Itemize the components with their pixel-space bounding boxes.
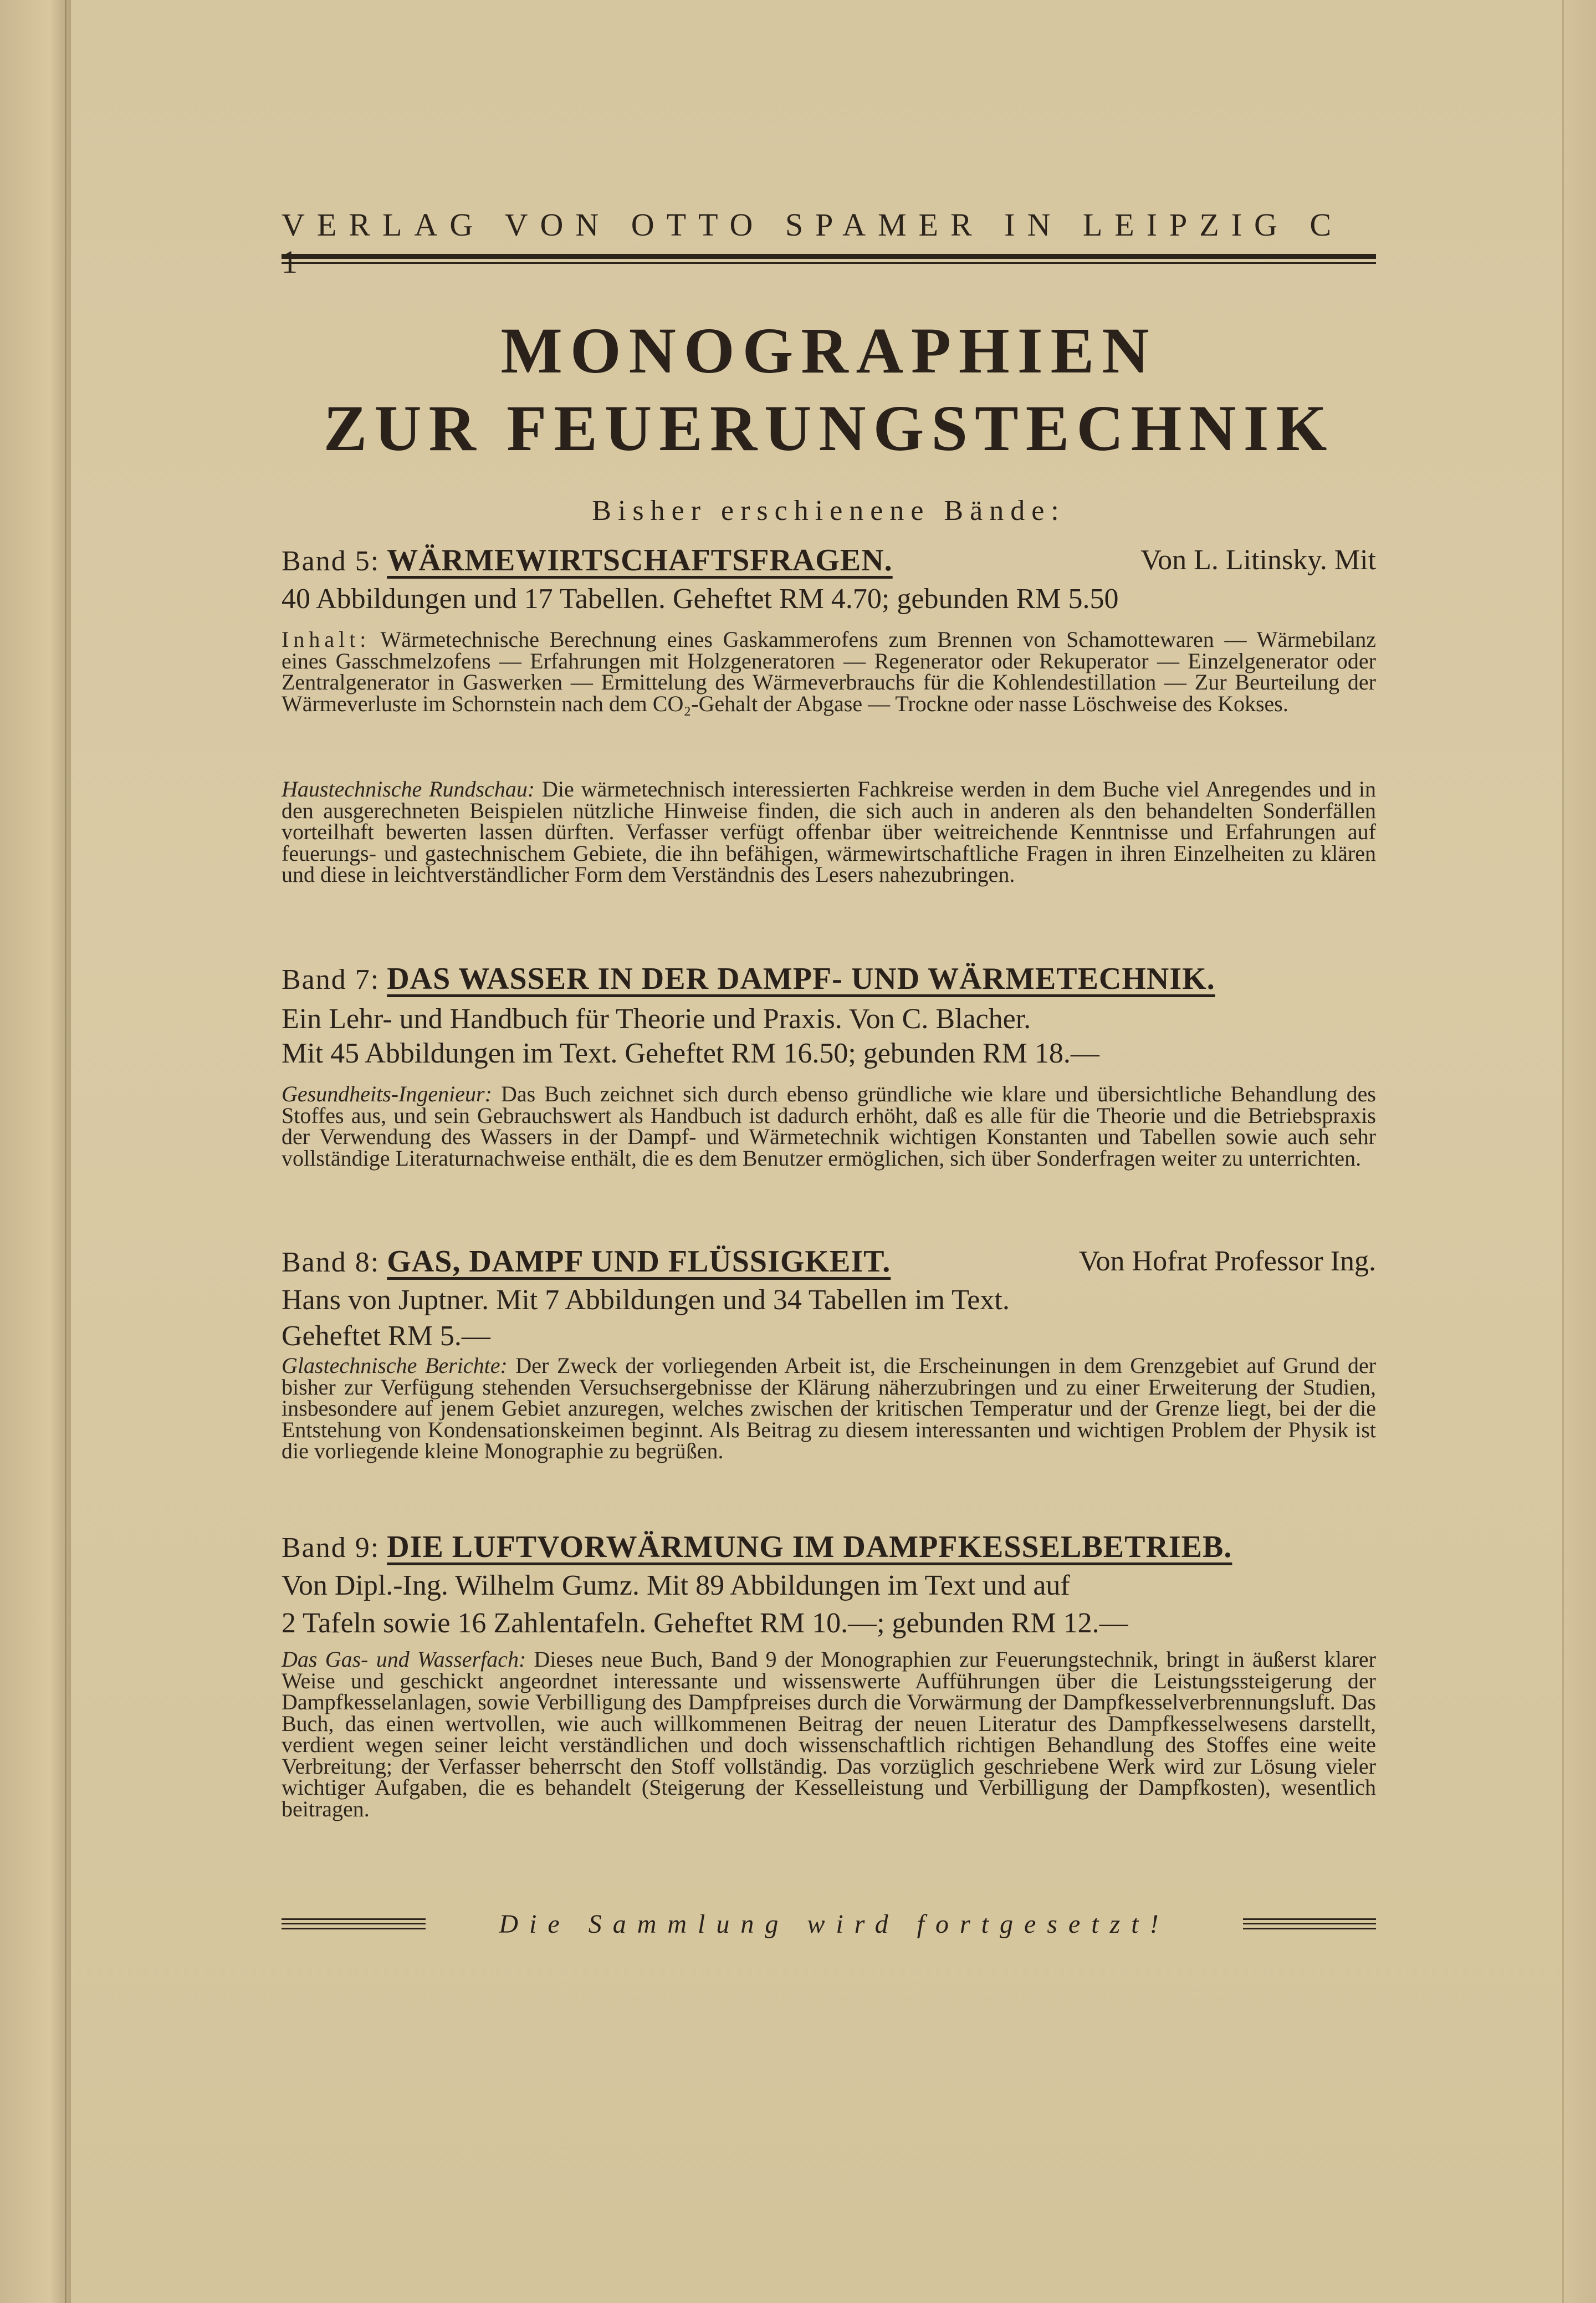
band7-title: DAS WASSER IN DER DAMPF- UND WÄRMETECHNIK. xyxy=(387,962,1215,996)
title-line-1: MONOGRAPHIEN xyxy=(500,314,1157,387)
band9-price-line: 2 Tafeln sowie 16 Zahlentafeln. Geheftet RM 10.—; gebunden RM 12.— xyxy=(282,1607,1128,1639)
header-rule-thick xyxy=(282,254,1376,259)
band7-price-line: Mit 45 Abbildungen im Text. Geheftet RM 16.50; gebunden RM 18.— xyxy=(282,1038,1099,1069)
band7-review-text: Das Buch zeichnet sich durch ebenso gründliche wie klare und übersichtliche Behandlung des Stoffes aus, und sein Gebrauchswert als Handbuch ist dadurch erhöht, daß es alle für die Theorie und die Betriebspraxis der Verwendung des Wassers in der Dampf- und Wärmetechnik wichtigen Konstanten und Tabellen sowie auch sehr vollständige Literaturnachweise enthält, die es dem Benutzer ermöglichen, sich über Sonderfragen weiter zu unterrichten. xyxy=(282,1081,1376,1171)
band8-review-text: Der Zweck der vorliegenden Arbeit ist, die Erscheinungen in dem Grenzgebiet auf Grund der bisher zur Verfügung stehenden Versuchsergebnisse der Klärung näherzubringen und zu einer Erweiterung der Studien, insbesondere auf jenem Gebiet anzuregen, welches zwischen der kritischen Temperatur und der Grenze liegt, bei der die Entstehung von Kondensationskeimen beginnt. Als Beitrag zu diesem interessanten und wichtigen Problem der Physik ist die vorliegende kleine Monographie zu begrüßen. xyxy=(282,1353,1377,1463)
band9-review-source: Das Gas- und Wasserfach: xyxy=(282,1647,526,1672)
band9-review xyxy=(282,1649,1376,1820)
band7-heading xyxy=(282,962,1376,997)
header-rule-thin xyxy=(282,262,1376,264)
band5-label: Band 5: xyxy=(282,545,380,577)
footer-rule-right xyxy=(1243,1918,1376,1929)
band9-review-text: Dieses neue Buch, Band 9 der Monographien zur Feuerungstechnik, bringt in äußerst klarer Weise und geschickt angeordnet interessante und wissenswerte Aufführungen über die Leistungssteigerung der Dampfkesselanlagen, sowie Verbilligung des Dampfpreises durch die Vorwärmung der Dampfkesselverbrennungsluft. Das Buch, das einen wertvollen, wie auch willkommenen Beitrag der neuen Literatur des Dampfkesselwesens darstellt, verdient wegen seiner leicht verständlichen und doch wissenschaftlich richtigen Behandlung des Stoffes eine weite Verbreitung; der Verfasser beherrscht den Stoff vollständig. Das vorzüglich geschriebene Werk wird zur Lösung vieler wichtiger Aufgaben, die es behandelt (Steigerung der Kesselleistung und Verbilligung der Dampfkosten), wesentlich beitragen. xyxy=(282,1647,1376,1821)
band9-title: DIE LUFTVORWÄRMUNG IM DAMPFKESSELBETRIEB. xyxy=(387,1530,1232,1564)
band9-author-line: Von Dipl.-Ing. Wilhelm Gumz. Mit 89 Abbildungen im Text und auf xyxy=(282,1570,1070,1601)
band5-price-line: 40 Abbildungen und 17 Tabellen. Geheftet RM 4.70; gebunden RM 5.50 xyxy=(282,583,1119,615)
band7-review-source: Gesundheits-Ingenieur: xyxy=(282,1081,492,1106)
band8-label: Band 8: xyxy=(282,1247,380,1278)
publisher-header: VERLAG VON OTTO SPAMER IN LEIPZIG C xyxy=(282,207,1344,243)
band7-subtitle-line: Ein Lehr- und Handbuch für Theorie und Praxis. Von C. Blacher. xyxy=(282,1003,1031,1035)
band8-author-start: Von Hofrat Professor Ing. xyxy=(1078,1245,1376,1277)
title-line-2: ZUR FEUERUNGSTECHNIK xyxy=(323,392,1334,464)
band5-review-text: Die wärmetechnisch interessierten Fachkreise werden in dem Buche viel Anregendes und in den ausgerechneten Beispielen nützliche Hinweise finden, die sich auch in anderen als den behandelten Sonderfällen vorteilhaft bewerten lassen dürften. Verfasser verfügt offenbar über weitreichende Kenntnisse und Erfahrungen auf feuerungs- und gastechnischem Gebiete, die ihn befähigen, wärmewirtschaftliche Fragen in ihren Einzelheiten zu klären und diese in leichtverständlicher Form dem Verständnis des Lesers nahezubringen. xyxy=(282,777,1377,887)
band5-review xyxy=(282,779,1376,886)
band5-contents xyxy=(282,629,1376,714)
band7-label: Band 7: xyxy=(282,964,380,995)
band5-inhalt-label: Inhalt: xyxy=(282,627,371,652)
band5-title: WÄRMEWIRTSCHAFTSFRAGEN. xyxy=(387,543,893,578)
band9-heading xyxy=(282,1530,1376,1565)
facing-page-edge xyxy=(0,0,71,2303)
footer-text: Die Sammlung wird fortgesetzt! xyxy=(499,1909,1170,1939)
band5-author: Von L. Litinsky. Mit xyxy=(1140,544,1376,576)
band8-price-line: Geheftet RM 5.— xyxy=(282,1320,490,1352)
band8-review xyxy=(282,1355,1376,1462)
band9-label: Band 9: xyxy=(282,1532,380,1564)
subtitle: Bisher erschienene Bände: xyxy=(592,495,1066,527)
page-edge xyxy=(1562,0,1596,2303)
document-page xyxy=(71,0,1596,2303)
band7-review xyxy=(282,1081,1376,1171)
footer-rule-left xyxy=(282,1918,426,1929)
band8-review-source: Glastechnische Berichte: xyxy=(282,1353,508,1378)
band5-inhalt-text: Wärmetechnische Berechnung eines Gaskammerofens zum Brennen von Schamottewaren — Wärmebilanz eines Gasschmelzofens — Erfahrungen mit Holzgeneratoren — Regenerator oder Rekuperator — Einzelgenerator oder Zentralgenerator in Gaswerken — Ermittelung des Wärmeverbrauchs für die Kohlendestillation — Zur Beurteilung der Wärmeverluste im Schornstein nach dem CO₂-Gehalt der Abgase — Trockne oder nasse Löschweise des Kokses. xyxy=(282,627,1377,716)
band8-author-line: Hans von Juptner. Mit 7 Abbildungen und 34 Tabellen im Text. xyxy=(282,1284,1010,1316)
series-footer xyxy=(282,1907,1376,1941)
band8-heading xyxy=(282,1244,1376,1280)
page-crease xyxy=(65,0,66,2303)
band5-heading xyxy=(282,543,1376,579)
band8-title: GAS, DAMPF UND FLÜSSIGKEIT. xyxy=(387,1244,891,1279)
band5-review-source: Haustechnische Rundschau: xyxy=(282,777,535,801)
